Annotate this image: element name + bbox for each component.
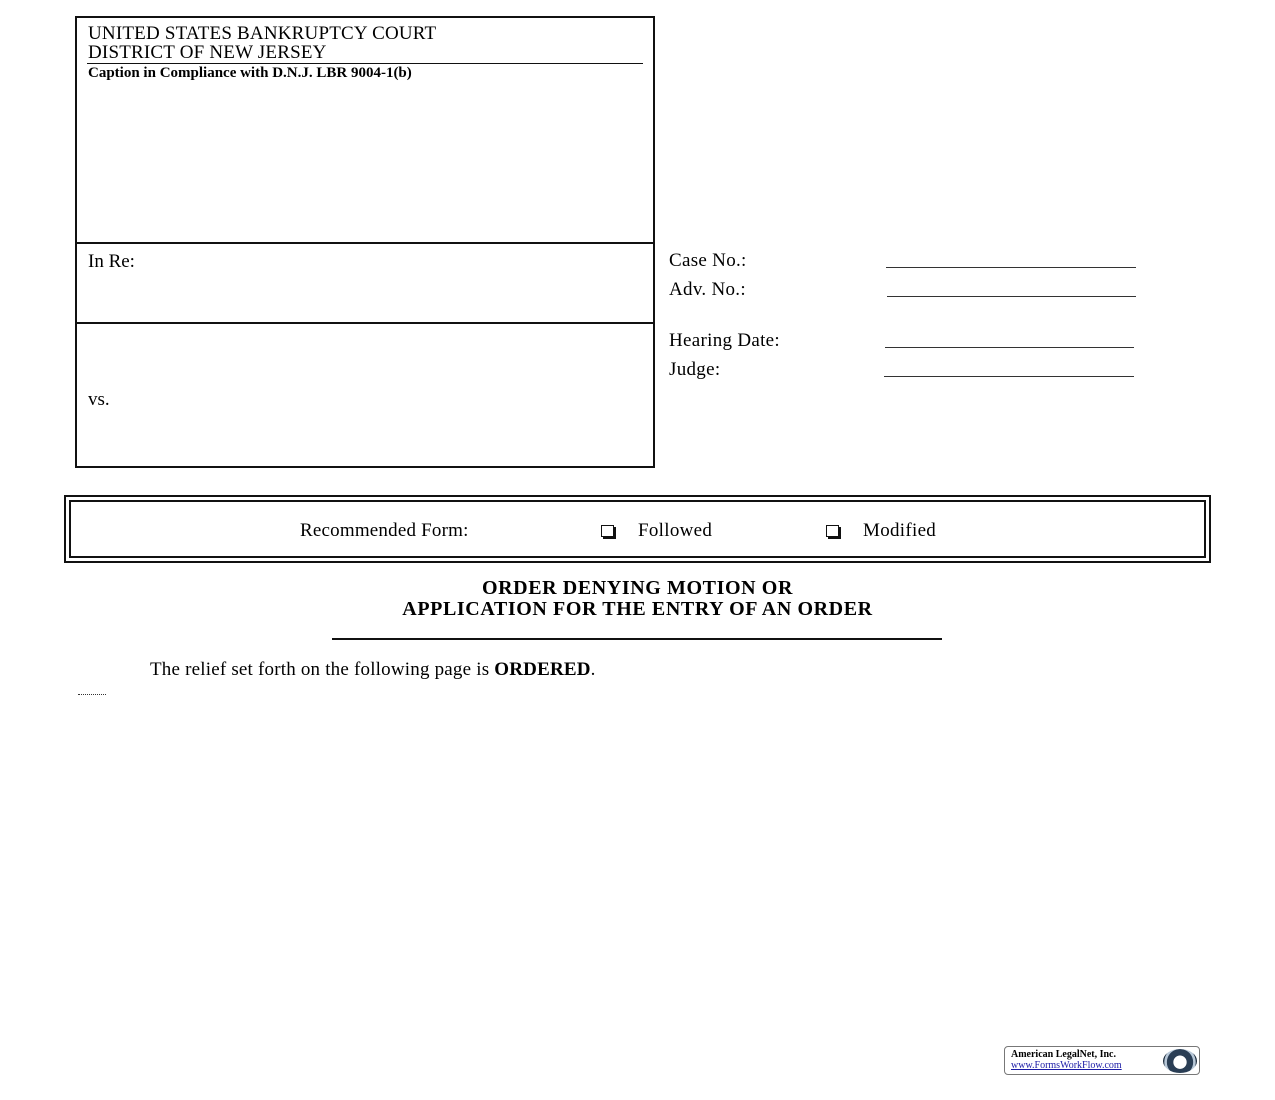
- case-no-field[interactable]: [886, 267, 1136, 268]
- order-body-ordered: ORDERED: [494, 659, 591, 680]
- court-name-underline: [87, 63, 643, 64]
- vs-label: vs.: [88, 389, 110, 410]
- caption-compliance-note: Caption in Compliance with D.N.J. LBR 9004-1(b): [88, 65, 412, 81]
- hearing-date-label: Hearing Date:: [669, 330, 780, 351]
- judge-field[interactable]: [884, 376, 1134, 377]
- caption-divider-top: [75, 242, 655, 244]
- recommended-form-label: Recommended Form:: [300, 520, 469, 541]
- court-name-line1: UNITED STATES BANKRUPTCY COURT: [88, 23, 437, 44]
- order-body-text: [150, 659, 596, 681]
- adv-no-field[interactable]: [887, 296, 1136, 297]
- dotted-marker: [78, 694, 106, 695]
- case-no-label: Case No.:: [669, 250, 747, 271]
- followed-checkbox[interactable]: [601, 525, 614, 537]
- court-name-line2: DISTRICT OF NEW JERSEY: [88, 42, 327, 63]
- badge-url-link[interactable]: www.FormsWorkFlow.com: [1011, 1060, 1122, 1071]
- court-name: [88, 24, 436, 62]
- order-body-prefix: The relief set forth on the following page is: [150, 659, 495, 680]
- caption-divider-bottom: [75, 322, 655, 324]
- judge-label: Judge:: [669, 359, 721, 380]
- hearing-date-field[interactable]: [885, 347, 1134, 348]
- modified-label: Modified: [863, 520, 937, 541]
- order-title-underline: [332, 638, 942, 640]
- followed-label: Followed: [638, 520, 713, 541]
- in-re-label: In Re:: [88, 251, 135, 272]
- globe-logo-icon: [1163, 1049, 1197, 1073]
- modified-checkbox[interactable]: [826, 525, 839, 537]
- badge-company-name: American LegalNet, Inc.: [1011, 1049, 1116, 1060]
- order-body-suffix: .: [590, 659, 596, 680]
- order-title-line1: ORDER DENYING MOTION OR: [481, 577, 794, 599]
- order-title-line2: APPLICATION FOR THE ENTRY OF AN ORDER: [402, 598, 873, 620]
- adv-no-label: Adv. No.:: [669, 279, 746, 300]
